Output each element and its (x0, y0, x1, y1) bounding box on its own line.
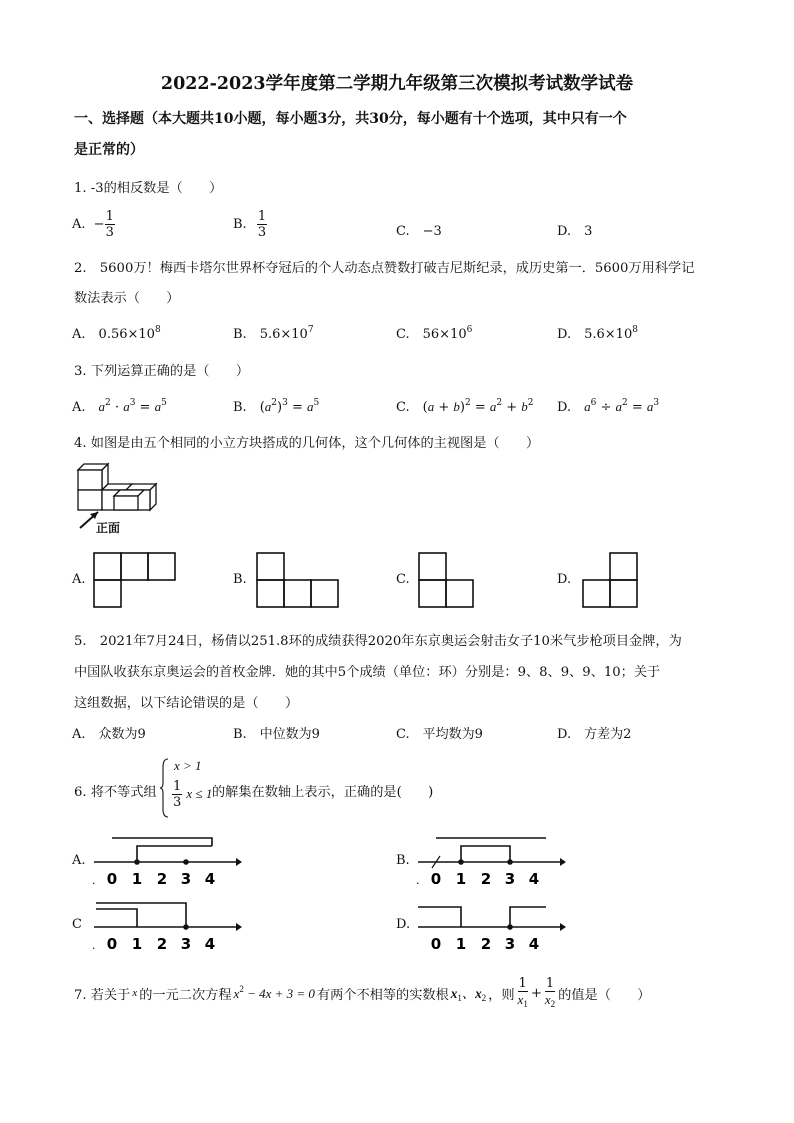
q6-inequality-1: x > 1 (174, 758, 202, 773)
q6-prefix: 6. 将不等式组 (74, 785, 157, 800)
q6-option-d-label: D. (396, 917, 411, 932)
q1-option-b: B. $\frac{1}{3}$ (233, 209, 267, 240)
svg-text:3: 3 (504, 870, 516, 888)
svg-text:.: . (92, 874, 96, 887)
svg-text:1: 1 (131, 935, 143, 953)
q4-cube-figure (70, 462, 170, 534)
svg-text:0: 0 (430, 935, 442, 953)
svg-text:3: 3 (180, 935, 192, 953)
q1-option-a: A. − $\frac{1}{3}$ (72, 209, 114, 240)
q2-line1: 2. 5600万！梅西卡塔尔世界杯夺冠后的个人动态点赞数打破吉尼斯纪录，成历史第一．5600万用科学记 (74, 261, 695, 276)
svg-text:1: 1 (455, 870, 467, 888)
svg-text:2: 2 (156, 935, 168, 953)
svg-text:3: 3 (504, 935, 516, 953)
q6-option-b-numberline (414, 832, 564, 887)
q2-option-d: D. $5.6\times 10^8$ (557, 325, 638, 342)
q4-stem: 4. 如图是由五个相同的小立方块搭成的几何体，这个几何体的主视图是（ ） (74, 436, 540, 451)
q5-option-b: B. 中位数为9 (233, 727, 320, 742)
q2-option-a: A. $0.56\times 10^8$ (72, 325, 161, 342)
svg-text:1: 1 (131, 870, 143, 888)
q6-brace (160, 757, 170, 819)
q6-option-a-numberline (90, 832, 240, 887)
q4-option-d-label: D. (557, 572, 572, 587)
svg-text:4: 4 (528, 935, 540, 953)
svg-text:0: 0 (106, 935, 118, 953)
q3-option-b: B. $(a^2)^3 = a^5$ (233, 398, 320, 415)
front-label: 正面 (96, 521, 121, 535)
q4-option-d-figure (582, 552, 642, 610)
q5-line1: 5. 2021年7月24日，杨倩以251.8环的成绩获得2020年东京奥运会射击女子10米气步枪项目金牌，为 (74, 634, 682, 649)
svg-text:0: 0 (430, 870, 442, 888)
svg-text:2: 2 (480, 935, 492, 953)
q2-option-b: B. $5.6\times 10^7$ (233, 325, 314, 342)
q6-option-a-label: A. (72, 853, 86, 868)
q1-stem: 1. -3的相反数是（ ） (74, 181, 223, 196)
q5-option-c: C. 平均数为9 (396, 727, 483, 742)
q4-option-a-label: A. (72, 572, 86, 587)
q4-option-c-figure (418, 552, 478, 610)
q3-option-a: A. $a^2 \cdot a^3 = a^5$ (72, 398, 167, 415)
q4-option-b-figure (256, 552, 340, 610)
svg-text:2: 2 (156, 870, 168, 888)
q1-option-d: D. 3 (557, 224, 593, 239)
q3-option-c: C. $(a + b)^2 = a^2 + b^2$ (396, 398, 534, 415)
svg-text:2: 2 (480, 870, 492, 888)
q6-option-d-numberline (414, 897, 564, 952)
svg-text:.: . (92, 939, 96, 952)
q6-option-c-label: C (72, 917, 82, 932)
svg-text:4: 4 (204, 935, 216, 953)
q5-line3: 这组数据，以下结论错误的是（ ） (74, 696, 299, 711)
svg-text:.: . (416, 874, 420, 887)
q4-option-c-label: C. (396, 572, 410, 587)
section-header-line2: 是正常的） (74, 142, 144, 158)
q7-line: 7. 若关于 x 的一元二次方程 $x^2 - 4x + 3 = 0$ 有两个不相等的实数根 $x_1$、$x_2$ ，则 $\frac{1}{x_1}$ + $\frac{1}{x_2}$ 的值是（ ） (74, 976, 651, 1009)
page-title: 2022-2023学年度第二学期九年级第三次模拟考试数学试卷 (160, 74, 634, 94)
section-header-line1: 一、选择题（本大题共10小题，每小题3分，共30分，每小题有十个选项，其中只有一个 (74, 111, 627, 127)
q2-line2: 数法表示（ ） (74, 291, 180, 306)
q1-option-c: C. −3 (396, 224, 442, 239)
svg-text:1: 1 (455, 935, 467, 953)
svg-text:4: 4 (204, 870, 216, 888)
q6-suffix: 的解集在数轴上表示，正确的是( ) (212, 785, 434, 800)
q3-stem: 3. 下列运算正确的是（ ） (74, 364, 250, 379)
q5-option-a: A. 众数为9 (72, 727, 146, 742)
svg-text:4: 4 (528, 870, 540, 888)
q5-line2: 中国队收获东京奥运会的首枚金牌．她的其中5个成绩（单位：环）分别是：9、8、9、9、10；关于 (74, 665, 661, 680)
q4-option-b-label: B. (233, 572, 247, 587)
q6-option-c-numberline (90, 897, 240, 952)
q2-option-c: C. $56\times 10^6$ (396, 325, 473, 342)
q5-option-d: D. 方差为2 (557, 727, 632, 742)
q4-option-a-figure (93, 552, 177, 610)
svg-text:0: 0 (106, 870, 118, 888)
q6-option-b-label: B. (396, 853, 410, 868)
svg-text:3: 3 (180, 870, 192, 888)
q3-option-d: D. $a^6 \div a^2 = a^3$ (557, 398, 660, 415)
q6-inequality-2: $\frac{1}{3}$ x ≤ 1 (173, 779, 213, 810)
